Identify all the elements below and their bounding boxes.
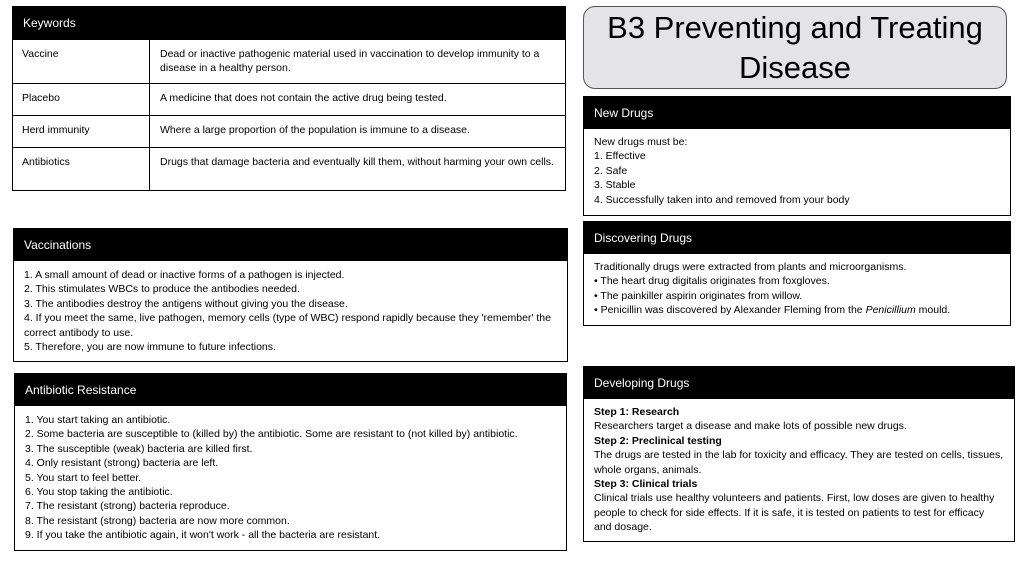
text-span: • Penicillin was discovered by Alexander Fleming from the [594, 304, 866, 317]
step-title-text: Step 1: Research [594, 406, 680, 418]
text-line: 1. You start taking an antibiotic. [25, 414, 171, 426]
keyword-term: Antibiotics [13, 148, 150, 190]
italic-term: Penicillium [865, 304, 916, 317]
new-drugs-heading: New Drugs [584, 97, 1010, 129]
step-title-text: Step 2: Preclinical testing [594, 434, 722, 447]
text-line: 7. The resistant (strong) bacteria reproduce. [25, 500, 230, 513]
step-title [594, 434, 1004, 448]
text-line: 5. You start to feel better. [25, 471, 142, 484]
keyword-row-vaccine [13, 39, 565, 83]
antibiotic-resistance-body [15, 406, 566, 549]
text-line: • The heart drug digitalis originates from foxgloves. [594, 275, 830, 288]
developing-drugs-panel [583, 366, 1015, 542]
page-title: B3 Preventing and Treating Disease [583, 6, 1007, 89]
step-title [594, 405, 1004, 419]
text-line: 4. Only resistant (strong) bacteria are left. [25, 457, 219, 470]
keywords-table [12, 6, 566, 191]
text-line: 1. Effective [594, 150, 646, 163]
text-line: 3. Stable [594, 179, 636, 192]
step-text: The drugs are tested in the lab for toxicity and efficacy. They are tested on cells, tissues, whole organs, animals. [594, 449, 1004, 476]
new-drugs-body [584, 129, 1010, 213]
text-line: 5. Therefore, you are now immune to future infections. [24, 341, 276, 354]
keyword-term: Vaccine [13, 40, 150, 83]
penicillin-line [594, 303, 1000, 317]
keyword-definition: Dead or inactive pathogenic material used in vaccination to develop immunity to a disease in a healthy person. [160, 48, 540, 75]
text-line: 3. The susceptible (weak) bacteria are killed first. [25, 442, 253, 455]
text-line: 8. The resistant (strong) bacteria are now more common. [25, 514, 290, 527]
keyword-definition: A medicine that does not contain the active drug being tested. [160, 92, 447, 104]
keyword-term: Placebo [13, 84, 150, 115]
keyword-row-herd-immunity [13, 115, 565, 147]
text-line: 2. Safe [594, 164, 628, 177]
vaccinations-panel [13, 228, 568, 362]
text-span: mould. [915, 304, 951, 317]
step-text: Clinical trials use healthy volunteers and patients. First, low doses are given to healthy people to check for side effects. If it is safe, it is tested on patients to test for efficacy and dosage. [594, 492, 995, 534]
developing-drugs-heading: Developing Drugs [584, 367, 1014, 399]
text-line: 4. Successfully taken into and removed from your body [594, 193, 850, 206]
keyword-definition: Drugs that damage bacteria and eventually kill them, without harming your own cells. [160, 156, 554, 168]
step-title-text: Step 3: Clinical trials [594, 478, 698, 491]
vaccinations-heading: Vaccinations [14, 229, 567, 261]
text-line: Traditionally drugs were extracted from plants and microorganisms. [594, 261, 907, 273]
new-drugs-panel [583, 96, 1011, 216]
antibiotic-resistance-heading: Antibiotic Resistance [15, 374, 566, 406]
discovering-drugs-panel [583, 221, 1011, 326]
discovering-drugs-body [584, 254, 1010, 324]
text-line: 9. If you take the antibiotic again, it won't work - all the bacteria are resistant. [25, 529, 381, 542]
text-line: 2. This stimulates WBCs to produce the antibodies needed. [24, 283, 300, 296]
text-line: 6. You stop taking the antibiotic. [25, 486, 173, 499]
text-line: 4. If you meet the same, live pathogen, memory cells (type of WBC) respond rapidly because they 'remember' the correct antibody to use. [24, 312, 551, 339]
keyword-row-antibiotics [13, 147, 565, 190]
step-title [594, 477, 1004, 491]
text-line: 1. A small amount of dead or inactive forms of a pathogen is injected. [24, 269, 345, 281]
text-line: New drugs must be: [594, 136, 688, 148]
antibiotic-resistance-panel [14, 373, 567, 551]
keywords-heading: Keywords [13, 7, 565, 39]
discovering-drugs-heading: Discovering Drugs [584, 222, 1010, 254]
text-line: 3. The antibodies destroy the antigens without giving you the disease. [24, 297, 348, 310]
keyword-term: Herd immunity [13, 116, 150, 147]
vaccinations-body [14, 261, 567, 360]
developing-drugs-body [584, 399, 1014, 541]
keyword-row-placebo [13, 83, 565, 115]
text-line: 2. Some bacteria are susceptible to (killed by) the antibiotic. Some are resistant to (not killed by) antibiotic. [25, 428, 518, 441]
text-line: • The painkiller aspirin originates from willow. [594, 289, 803, 302]
step-text: Researchers target a disease and make lots of possible new drugs. [594, 420, 907, 433]
keyword-definition: Where a large proportion of the population is immune to a disease. [160, 124, 470, 136]
